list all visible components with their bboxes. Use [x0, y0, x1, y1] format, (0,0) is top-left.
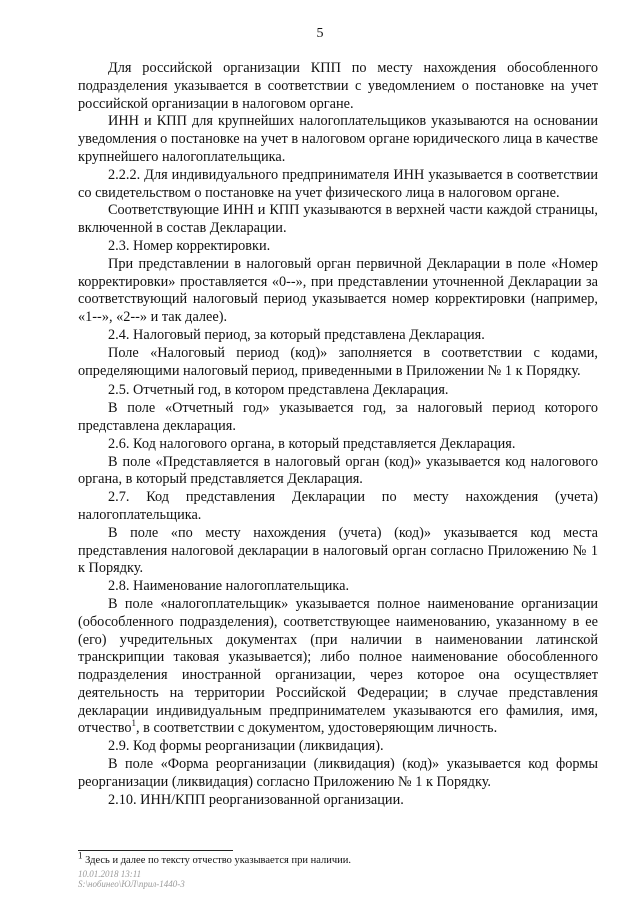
paragraph: В поле «Представляется в налоговый орган (код)» указывается код налогового органа, в который представляется Декларация. [78, 453, 598, 488]
page-number: 5 [316, 26, 324, 41]
section-heading: 2.7. Код представления Декларации по месту нахождения (учета) налогоплательщика. [78, 489, 598, 523]
stamp-date: 10.01.2018 13:11 [78, 869, 142, 879]
stamp-path: Ѕ:\нобинео\ЮЛ\прил-1440-3 [78, 879, 185, 889]
footnote-text: Здесь и далее по тексту отчество указывается при наличии. [82, 855, 351, 866]
section-heading: 2.9. Код формы реорганизации (ликвидация). [108, 738, 384, 755]
paragraph: Для российской организации КПП по месту нахождения обособленного подразделения указывается в соответствии с уведомлением о постановке на учет российской организации в налоговом органе. [78, 60, 598, 112]
document-body [78, 60, 598, 809]
file-stamp [78, 869, 185, 889]
paragraph: ИНН и КПП для крупнейших налогоплательщиков указываются на основании уведомления о постановке на учет в налоговом органе юридического лица в качестве крупнейшего налогоплательщика. [78, 113, 598, 165]
footnote-separator [78, 850, 233, 851]
paragraph: В поле «Форма реорганизации (ликвидация) (код)» указывается код формы реорганизации (ликвидация) согласно Приложению № 1 к Порядку. [78, 756, 598, 790]
section-heading: 2.8. Наименование налогоплательщика. [108, 578, 350, 595]
paragraph-text: В поле «налогоплательщик» указывается полное наименование организации (обособленного подразделения), соответствующее наименованию, указанному в ее (его) учредительных документах (при наличии в наименовании латинской транскрипции таковая указывается); либо полное наименование обособленного подразделения иностранной организации, через которое она осуществляет деятельность на территории Российской Федерации; в случае представления декларации индивидуальным предпринимателем указываются его фамилия, имя, отчество [78, 595, 598, 737]
paragraph: 2.2.2. Для индивидуального предпринимателя ИНН указывается в соответствии со свидетельством о постановке на учет физического лица в налоговом органе. [78, 166, 598, 201]
paragraph: При представлении в налоговый орган первичной Декларации в поле «Номер корректировки» проставляется «0--», при представлении уточненной Декларации за соответствующий налоговый период указывается номер корректировки (например, «1--», «2--» и так далее). [78, 255, 598, 326]
paragraph: В поле «по месту нахождения (учета) (код)» указывается код места представления налоговой декларации в налоговый орган согласно Приложению № 1 к Порядку. [78, 524, 598, 577]
footnote-ref: 1 [131, 718, 136, 729]
section-heading: 2.5. Отчетный год, в котором представлена Декларация. [108, 382, 449, 399]
footnote [78, 850, 598, 867]
paragraph [78, 596, 598, 738]
section-heading: 2.10. ИНН/КПП реорганизованной организации. [108, 791, 404, 808]
paragraph-tail: , в соответствии с документом, удостоверяющим личность. [136, 720, 498, 737]
paragraph: Поле «Налоговый период (код)» заполняется в соответствии с кодами, определяющими налоговый период, приведенными в Приложении № 1 к Порядку. [78, 344, 598, 379]
section-heading: 2.3. Номер корректировки. [108, 237, 271, 254]
section-heading: 2.6. Код налогового органа, в который представляется Декларация. [108, 435, 516, 452]
section-heading: 2.4. Налоговый период, за который представлена Декларация. [108, 326, 485, 343]
paragraph: Соответствующие ИНН и КПП указываются в верхней части каждой страницы, включенной в состав Декларации. [78, 202, 598, 237]
footnote-marker: 1 [78, 850, 83, 861]
paragraph: В поле «Отчетный год» указывается год, за налоговый период которого представлена декларация. [78, 400, 598, 434]
